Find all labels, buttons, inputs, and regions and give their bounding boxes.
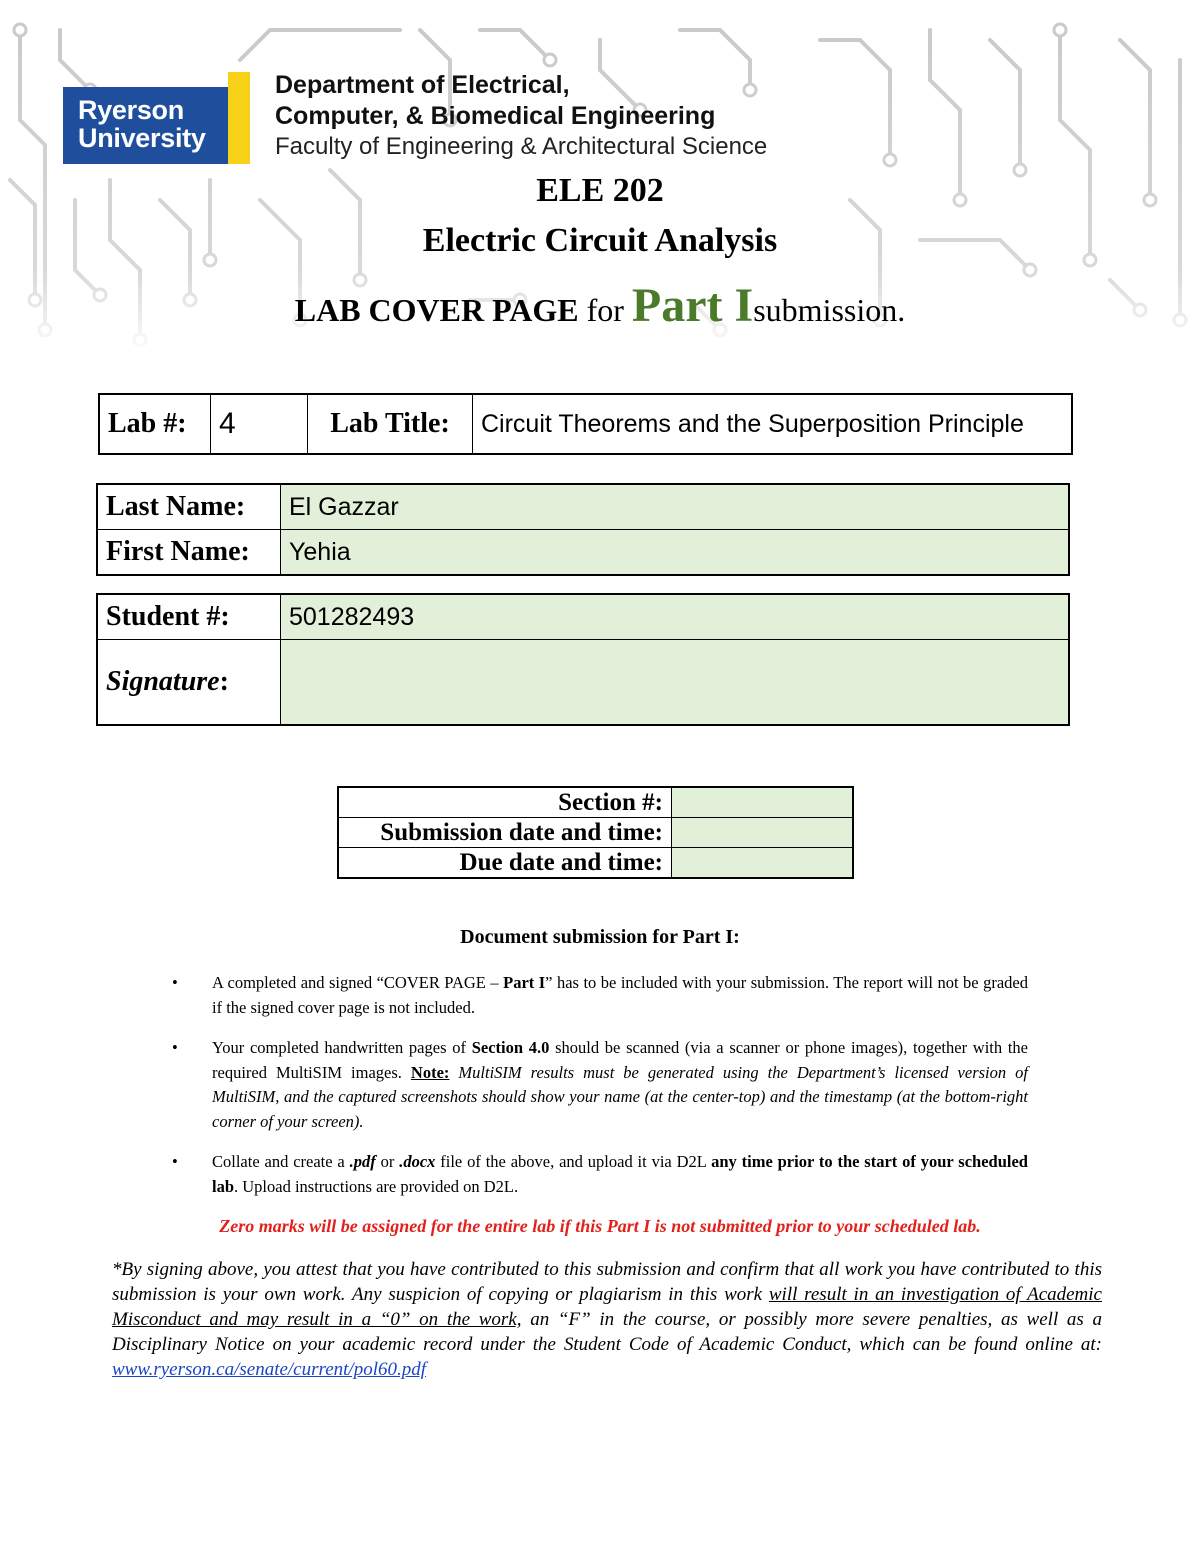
instructions-heading: Document submission for Part I: xyxy=(460,926,740,948)
logo-line-1: Ryerson xyxy=(78,95,184,125)
b2-italic: MultiSIM results must be generated using the Department’s licensed version of MultiSIM, and the captured screenshots should show your name (at the center-top) and the timestamp (at the bottom-right corner of your screen). xyxy=(212,1062,1028,1131)
instructions-list xyxy=(172,971,1028,1215)
header xyxy=(0,0,1200,360)
instruction-item-1 xyxy=(172,971,1028,1020)
course-name: Electric Circuit Analysis xyxy=(422,222,778,259)
b1-post: ” has to be included with your submission. The report will not be graded if the signed cover page is not included. xyxy=(212,973,1028,1017)
b3-post: . Upload instructions are provided on D2L. xyxy=(234,1176,519,1196)
cover-part: Part I xyxy=(631,279,754,332)
last-name-field[interactable]: El Gazzar xyxy=(281,484,1070,530)
lab-title-label: Lab Title: xyxy=(308,394,473,454)
signature-field[interactable] xyxy=(281,640,1070,726)
lab-title-field[interactable]: Circuit Theorems and the Superposition Principle xyxy=(473,394,1073,454)
instruction-item-3 xyxy=(172,1150,1028,1199)
student-number-label: Student #: xyxy=(97,594,281,640)
b2-note: Note: xyxy=(410,1062,450,1082)
name-table xyxy=(96,483,1070,576)
logo-line-2: University xyxy=(78,123,206,153)
b3-pdf: .pdf xyxy=(349,1152,376,1171)
b3-pre: Collate and create a xyxy=(212,1152,350,1171)
last-name-label: Last Name: xyxy=(97,484,281,530)
bullet-icon: • xyxy=(172,1152,178,1171)
course-code: ELE 202 xyxy=(536,172,664,209)
section-number-field[interactable] xyxy=(672,787,854,818)
policy-link[interactable]: www.ryerson.ca/senate/current/pol60.pdf xyxy=(112,1359,427,1380)
cover-prefix: LAB COVER PAGE xyxy=(294,292,579,328)
cover-suffix: submission. xyxy=(753,292,906,328)
submission-date-label: Submission date and time: xyxy=(338,818,672,848)
signature-label-cell xyxy=(97,640,281,726)
student-id-table xyxy=(96,593,1070,726)
attestation-text-1: *By signing above, you attest that you have contributed to this submission and confirm that all work you have contributed to this submission is your own work. Any suspicion of copying or plagiarism in this work xyxy=(112,1259,1102,1305)
attestation-paragraph xyxy=(112,1257,1102,1382)
submission-date-field[interactable] xyxy=(672,818,854,848)
bullet-icon: • xyxy=(172,973,178,992)
attestation-underlined: will result in an investigation of Academic Misconduct and may result in a “0” on the work, xyxy=(112,1284,1102,1330)
b2-bold: Section 4.0 xyxy=(471,1038,550,1057)
b3-or: or xyxy=(375,1152,400,1171)
student-number-field[interactable]: 501282493 xyxy=(281,594,1070,640)
faculty-line: Faculty of Engineering & Architectural Science xyxy=(275,133,768,160)
cover-page-title xyxy=(0,278,1200,333)
b3-docx: .docx xyxy=(399,1152,436,1171)
lab-number-label: Lab #: xyxy=(99,394,211,454)
first-name-label: First Name: xyxy=(97,530,281,576)
lab-info-table xyxy=(98,393,1073,455)
department-line-2: Computer, & Biomedical Engineering xyxy=(275,102,716,130)
department-block xyxy=(275,70,767,161)
logo-accent-bar xyxy=(228,72,250,164)
instruction-item-2 xyxy=(172,1036,1028,1134)
b1-bold: Part I xyxy=(503,973,546,992)
signature-colon: : xyxy=(219,666,229,697)
first-name-field[interactable]: Yehia xyxy=(281,530,1070,576)
department-line-1: Department of Electrical, xyxy=(275,71,570,99)
bullet-icon: • xyxy=(172,1038,178,1057)
cover-for: for xyxy=(586,292,624,328)
b1-pre: A completed and signed “COVER PAGE – xyxy=(212,973,504,992)
b2-pre: Your completed handwritten pages of xyxy=(212,1038,472,1057)
logo-text xyxy=(78,96,206,152)
due-date-field[interactable] xyxy=(672,848,854,879)
lab-number-field[interactable]: 4 xyxy=(211,394,308,454)
attestation-text-2: an “F” in the course, or possibly more severe penalties, as well as a Disciplinary Notice on your academic record under the Student Code of Academic Conduct, which can be found online at: xyxy=(112,1309,1103,1355)
zero-marks-warning: Zero marks will be assigned for the entire lab if this Part I is not submitted prior to your scheduled lab. xyxy=(219,1216,981,1236)
section-number-label: Section #: xyxy=(338,787,672,818)
submission-info-table xyxy=(337,786,854,879)
signature-label: Signature xyxy=(106,666,220,697)
b3-mid: file of the above, and upload it via D2L xyxy=(435,1152,712,1171)
b3-bold: any time prior to the start of your scheduled lab xyxy=(212,1152,1028,1196)
b2-mid: should be scanned (via a scanner or phone images), together with the required MultiSIM images. xyxy=(212,1038,1028,1082)
due-date-label: Due date and time: xyxy=(338,848,672,879)
